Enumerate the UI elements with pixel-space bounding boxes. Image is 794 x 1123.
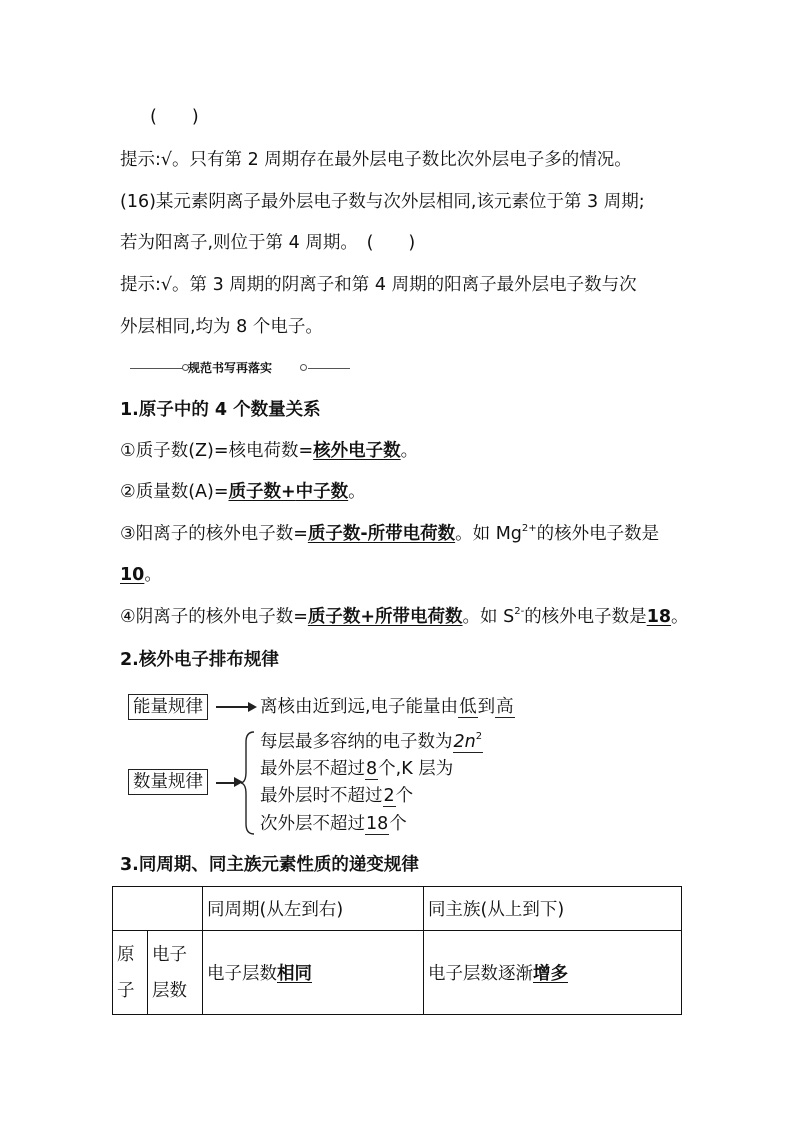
- rule4-answer: 18: [366, 814, 389, 834]
- question-16-line1: (16)某元素阴离子最外层电子数与次外层相同,该元素位于第 3 周期;: [120, 192, 645, 212]
- rule1-answer: [453, 732, 484, 753]
- item4-post: 的核外电子数是: [524, 607, 647, 627]
- energy-rule-box: 能量规律: [128, 694, 208, 720]
- item1-text: ①质子数(Z)=核电荷数=: [120, 441, 314, 461]
- energy-answer-low: 低: [459, 697, 477, 717]
- item4-mid: 。如 S: [462, 607, 515, 627]
- count-rule-2: [260, 757, 453, 781]
- item4-text: ④阴离子的核外电子数=: [120, 607, 308, 627]
- item4-end: 。: [671, 607, 689, 627]
- rule2-answer: 8: [366, 759, 378, 779]
- question-16-line2: 若为阳离子,则位于第 4 周期。 ( ): [120, 233, 416, 253]
- item3-answer-2: 10: [120, 565, 145, 585]
- item4-answer-2: 18: [646, 607, 672, 627]
- section-1-heading: 1.原子中的 4 个数量关系: [120, 400, 321, 420]
- section-2-heading: 2.核外电子排布规律: [120, 650, 279, 670]
- banner-rule-left: [130, 368, 184, 369]
- item2-end: 。: [348, 482, 366, 502]
- rule3-text: 最外层时不超过: [260, 786, 383, 806]
- banner-rule-right: [308, 368, 350, 369]
- relation-item-3-cont: [120, 563, 162, 587]
- energy-rule-text: [260, 695, 515, 719]
- item4-charge: 2-: [514, 606, 525, 617]
- subcategory-line-1: 电子: [152, 944, 187, 965]
- item3-post: 的核外电子数是: [536, 524, 660, 544]
- subcategory-line-2: 层数: [152, 980, 187, 1001]
- rule2-text: 最外层不超过: [260, 759, 365, 779]
- group-text: 电子层数逐渐: [428, 964, 533, 984]
- banner-dot-right: [300, 364, 307, 371]
- banner-title: 规范书写再落实: [188, 361, 273, 375]
- item2-answer-2: 中子数: [295, 482, 349, 502]
- relation-item-4: [120, 605, 689, 629]
- rule3-answer: 2: [383, 786, 395, 806]
- rule4-text: 次外层不超过: [260, 814, 365, 834]
- rule1-text: 每层最多容纳的电子数为: [260, 732, 453, 752]
- count-rule-box: 数量规律: [128, 769, 208, 795]
- energy-answer-high: 高: [496, 697, 514, 717]
- category-char-2: 子: [117, 980, 135, 1001]
- item3-end: 。: [144, 565, 162, 585]
- energy-text: 离核由近到远,电子能量由: [260, 697, 459, 717]
- table-header-group: 同主族(从上到下): [424, 887, 682, 931]
- item3-mid: 。如 Mg: [455, 524, 522, 544]
- table-cell-period: [203, 931, 424, 1015]
- item1-end: 。: [400, 441, 419, 461]
- relation-item-1: [120, 439, 418, 463]
- hint-2-line1: 提示:√。第 3 周期的阴离子和第 4 周期的阳离子最外层电子数与次: [120, 275, 637, 295]
- item2-plus: +: [280, 482, 296, 502]
- rule1-exponent: 2: [475, 731, 483, 742]
- section-3-heading: 3.同周期、同主族元素性质的递变规律: [120, 855, 419, 875]
- relation-item-3: [120, 522, 659, 546]
- table-subcategory-cell: [148, 931, 203, 1015]
- table-category-cell: [113, 931, 148, 1015]
- hint-1: 提示:√。只有第 2 周期存在最外层电子数比次外层电子多的情况。: [120, 150, 632, 170]
- relation-item-2: [120, 480, 366, 504]
- table-row: [113, 931, 682, 1015]
- category-char-1: 原: [117, 944, 135, 965]
- table-corner-cell: [113, 887, 203, 931]
- group-answer: 增多: [533, 964, 568, 984]
- count-arrow-line: [216, 782, 236, 784]
- count-rule-1: [260, 730, 483, 754]
- period-text: 电子层数: [207, 964, 277, 984]
- item2-answer-1: 质子数: [228, 482, 281, 502]
- item3-answer: 质子数-所带电荷数: [307, 524, 456, 544]
- table-header-period: 同周期(从左到右): [203, 887, 424, 931]
- count-rule-3: [260, 784, 413, 808]
- item1-answer: 核外电子数: [313, 441, 401, 461]
- property-table: [112, 886, 682, 1015]
- answer-paren: ( ): [150, 107, 199, 127]
- item3-text: ③阳离子的核外电子数=: [120, 524, 308, 544]
- count-rule-4: [260, 812, 407, 836]
- period-answer: 相同: [277, 964, 312, 984]
- rule2-post: 个,K 层为: [378, 759, 454, 779]
- section-banner: [130, 360, 350, 376]
- energy-arrow-line: [216, 706, 250, 708]
- count-brace-icon: [240, 730, 256, 836]
- energy-to: 到: [477, 697, 496, 717]
- hint-2-line2: 外层相同,均为 8 个电子。: [120, 317, 323, 337]
- table-cell-group: [424, 931, 682, 1015]
- energy-arrow-icon: [248, 702, 257, 712]
- item3-charge: 2+: [521, 523, 537, 534]
- item2-text: ②质量数(A)=: [120, 482, 229, 502]
- table-header-row: [113, 887, 682, 931]
- rule4-post: 个: [389, 814, 407, 834]
- rule3-post: 个: [395, 786, 414, 806]
- item4-answer: 质子数+所带电荷数: [307, 607, 463, 627]
- rule1-formula: 2n: [453, 732, 476, 752]
